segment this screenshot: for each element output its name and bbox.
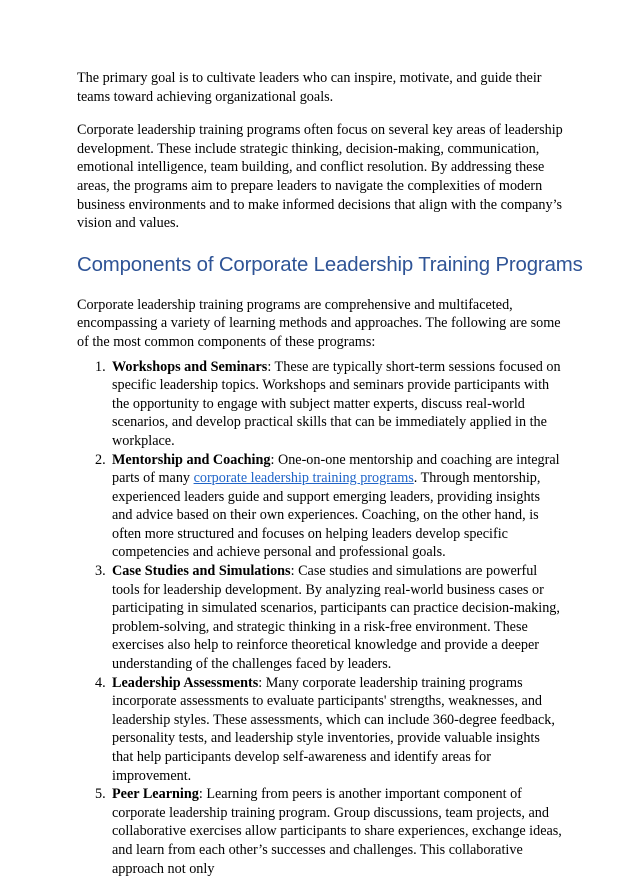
- list-item-term: Mentorship and Coaching: [112, 451, 271, 468]
- list-item: [77, 785, 563, 878]
- list-item-term: Case Studies and Simulations: [112, 563, 291, 580]
- section-heading: Components of Corporate Leadership Training Programs: [77, 253, 583, 276]
- paragraph-primary-goal: The primary goal is to cultivate leaders who can inspire, motivate, and guide their teams toward achieving organizational goals.: [77, 70, 542, 105]
- leadership-programs-link[interactable]: corporate leadership training programs: [193, 470, 414, 487]
- list-item-term: Workshops and Seminars: [112, 358, 268, 375]
- section-intro: Corporate leadership training programs are comprehensive and multifaceted, encompassing a variety of learning methods and approaches. The following are some of the most common components of these programs:: [77, 296, 561, 350]
- list-item-term: Leadership Assessments: [112, 674, 259, 691]
- list-item: [77, 451, 563, 563]
- list-item-number: 2.: [95, 451, 106, 468]
- document-page: [77, 69, 583, 878]
- list-item-text: : Case studies and simulations are powerful tools for leadership development. By analyzing real-world business cases or participating in simulated scenarios, participants can practice decision-making, problem-solving, and strategic thinking in a risk-free environment. These exercises also help to reinforce theoretical knowledge and provide a deeper understanding of the challenges faced by leaders.: [112, 563, 560, 673]
- list-item: [77, 674, 563, 786]
- list-item: [77, 358, 563, 451]
- list-item: [77, 562, 563, 674]
- list-item-text: : Many corporate leadership training programs incorporate assessments to evaluate participants' strengths, weaknesses, and leadership styles. These assessments, which can include 360-degree feedback, personality tests, and leadership style inventories, provide valuable insights that help participants develop self-awareness and identify areas for improvement.: [112, 674, 555, 784]
- components-list: [77, 358, 563, 878]
- list-item-text: . Through mentorship, experienced leaders guide and support emerging leaders, providing insights and advice based on their own experiences. Coaching, on the other hand, is often more structured and focuses on helping leaders develop specific competencies and achieve personal and professional goals.: [112, 470, 541, 561]
- list-item-number: 3.: [95, 563, 106, 580]
- list-item-text: : Learning from peers is another important component of corporate leadership training program. Group discussions, team projects, and collaborative exercises allow participants to share experiences, exchange ideas, and learn from each other’s successes and challenges. This collaborative approach not only: [112, 786, 562, 877]
- list-item-number: 4.: [95, 674, 106, 691]
- list-item-number: 1.: [95, 358, 106, 375]
- list-item-text: : These are typically short-term sessions focused on specific leadership topics. Workshops and seminars provide participants with the opportunity to engage with subject matter experts, discuss real-world scenarios, and develop practical skills that can be immediately applied in the workplace.: [112, 358, 561, 449]
- paragraph-key-areas: Corporate leadership training programs often focus on several key areas of leadership development. These include strategic thinking, decision-making, communication, emotional intelligence, team building, and conflict resolution. By addressing these areas, the programs aim to prepare leaders to navigate the complexities of modern business environments and to make informed decisions that align with the company’s vision and values.: [77, 122, 563, 232]
- list-item-term: Peer Learning: [112, 786, 199, 803]
- list-item-text: : One-on-one mentorship and coaching are integral parts of many: [112, 451, 560, 487]
- list-item-number: 5.: [95, 786, 106, 803]
